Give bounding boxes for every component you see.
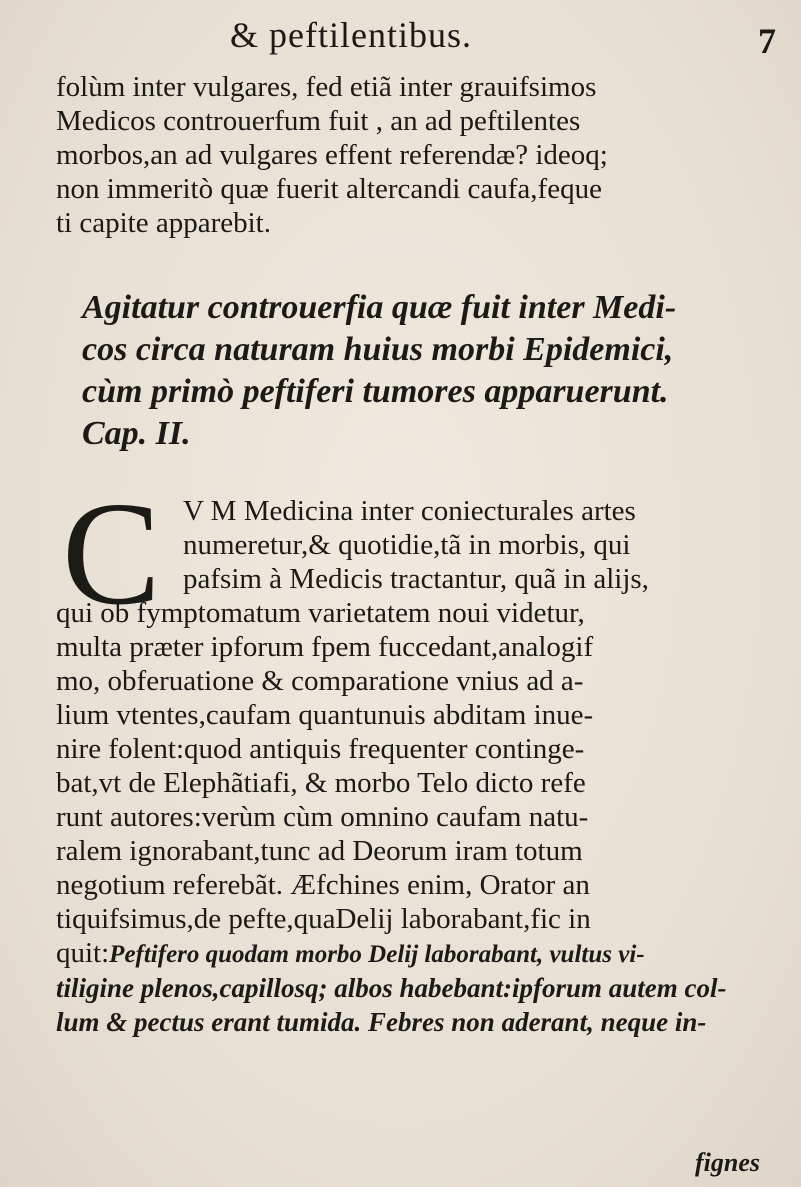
page-header bbox=[0, 14, 801, 62]
text-line: pafsim à Medicis tractantur, quã in alijs, bbox=[183, 563, 649, 595]
catchword: fignes bbox=[695, 1148, 760, 1177]
quote-line: tiligine plenos,capillosq; albos habebant:ipforum autem col- bbox=[56, 973, 727, 1003]
text-line: negotium referebãt. Æfchines enim, Orator an bbox=[56, 869, 590, 901]
text-line: Medicos controuerfum fuit , an ad peftilentes bbox=[56, 105, 581, 137]
text-line: lium vtentes,caufam quantunuis abditam inue- bbox=[56, 699, 594, 731]
text-line: mo, obferuatione & comparatione vnius ad a- bbox=[56, 665, 584, 697]
text-line: morbos,an ad vulgares effent referendæ? ideoq; bbox=[56, 139, 608, 171]
drop-cap-initial: C bbox=[62, 472, 161, 636]
text-line: numeretur,& quotidie,tã in morbis, qui bbox=[183, 529, 631, 561]
quote-intro: quit: bbox=[56, 937, 110, 969]
text-line: nire folent:quod antiquis frequenter continge- bbox=[56, 733, 585, 765]
heading-line: cùm primò peftiferi tumores apparuerunt. bbox=[82, 373, 669, 410]
running-title: & peftilentibus. bbox=[230, 15, 472, 55]
text-line: tiquifsimus,de pefte,quaDelij laborabant,fic in bbox=[56, 903, 591, 935]
quote-line: lum & pectus erant tumida. Febres non aderant, neque in- bbox=[56, 1007, 707, 1037]
text-line: qui ob fymptomatum varietatem noui videtur, bbox=[56, 597, 585, 629]
text-line: ti capite apparebit. bbox=[56, 207, 271, 239]
text-line: V M Medicina inter coniecturales artes bbox=[183, 495, 636, 527]
chapter-number: Cap. II. bbox=[82, 415, 191, 452]
text-line: multa præter ipforum fpem fuccedant,analogif bbox=[56, 631, 594, 663]
text-line: folùm inter vulgares, fed etiã inter grauifsimos bbox=[56, 71, 597, 103]
text-line: ralem ignorabant,tunc ad Deorum iram totum bbox=[56, 835, 583, 867]
text-line bbox=[56, 936, 645, 971]
text-line: bat,vt de Elephãtiafi, & morbo Telo dicto refe bbox=[56, 767, 586, 799]
heading-line: Agitatur controuerfia quæ fuit inter Medi- bbox=[82, 289, 677, 326]
text-line: non immeritò quæ fuerit altercandi caufa,feque bbox=[56, 173, 602, 205]
page-number: 7 bbox=[758, 21, 776, 61]
heading-line: cos circa naturam huius morbi Epidemici, bbox=[82, 331, 674, 368]
text-line: runt autores:verùm cùm omnino caufam natu- bbox=[56, 801, 589, 833]
quote-text: Peftifero quodam morbo Delij laborabant, vultus vi- bbox=[109, 941, 645, 968]
